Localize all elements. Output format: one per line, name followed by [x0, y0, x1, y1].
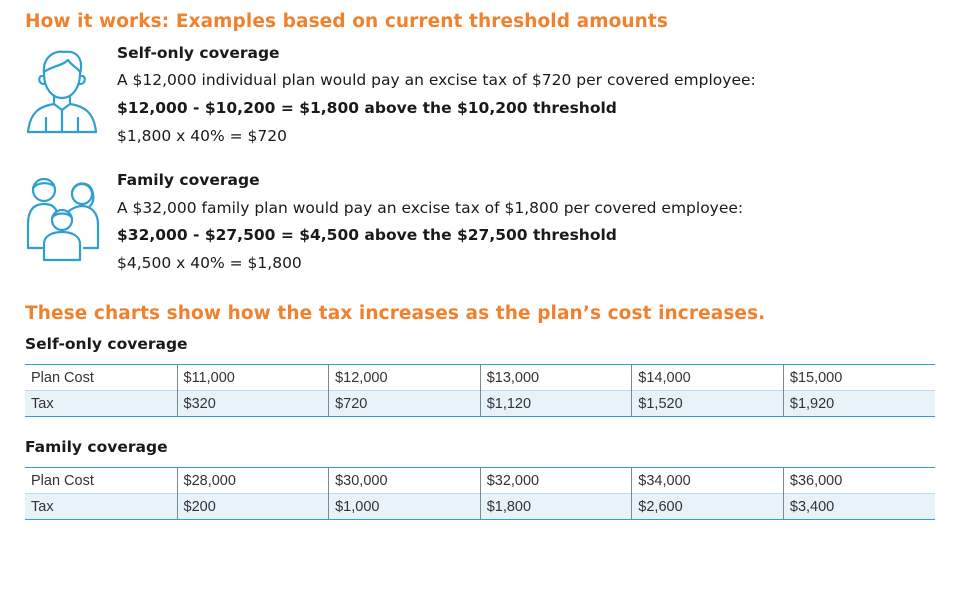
table-cell: $200	[177, 494, 329, 520]
family-tax-result: $4,500 x 40% = $1,800	[117, 254, 302, 272]
family-tax-table	[25, 467, 935, 520]
self-only-title: Self-only coverage	[117, 44, 280, 62]
self-only-description: A $12,000 individual plan would pay an excise tax of $720 per covered employee:	[117, 71, 756, 89]
table-cell: $14,000	[632, 365, 784, 391]
table-cell: $12,000	[329, 365, 481, 391]
table-cell: $1,000	[329, 494, 481, 520]
self-only-tax-result: $1,800 x 40% = $720	[117, 127, 288, 145]
table-cell: $720	[329, 391, 481, 417]
family-table-label: Family coverage	[25, 438, 168, 456]
table-cell: $1,520	[632, 391, 784, 417]
person-icon	[22, 44, 102, 134]
charts-heading: These charts show how the tax increases as the plan’s cost increases.	[25, 303, 766, 324]
table-cell: $1,800	[480, 494, 632, 520]
table-row	[25, 391, 935, 417]
table-row	[25, 468, 935, 494]
table-cell: $32,000	[480, 468, 632, 494]
table-cell: $13,000	[480, 365, 632, 391]
table-cell: Tax	[25, 494, 177, 520]
table-cell: $3,400	[783, 494, 935, 520]
table-cell: Plan Cost	[25, 365, 177, 391]
table-cell: $15,000	[783, 365, 935, 391]
table-cell: Tax	[25, 391, 177, 417]
table-row	[25, 494, 935, 520]
page-heading: How it works: Examples based on current threshold amounts	[25, 11, 668, 32]
table-cell: $2,600	[632, 494, 784, 520]
table-cell: $11,000	[177, 365, 329, 391]
family-description: A $32,000 family plan would pay an excise tax of $1,800 per covered employee:	[117, 199, 744, 217]
table-cell: $320	[177, 391, 329, 417]
table-cell: $34,000	[632, 468, 784, 494]
table-cell: $36,000	[783, 468, 935, 494]
family-calculation: $32,000 - $27,500 = $4,500 above the $27,500 threshold	[117, 226, 617, 244]
table-cell: $30,000	[329, 468, 481, 494]
self-only-table-label: Self-only coverage	[25, 335, 188, 353]
self-only-calculation: $12,000 - $10,200 = $1,800 above the $10,200 threshold	[117, 99, 617, 117]
family-title: Family coverage	[117, 171, 260, 189]
table-cell: $1,120	[480, 391, 632, 417]
self-only-tax-table	[25, 364, 935, 417]
table-cell: $1,920	[783, 391, 935, 417]
table-cell: Plan Cost	[25, 468, 177, 494]
family-icon	[22, 172, 102, 262]
table-cell: $28,000	[177, 468, 329, 494]
table-row	[25, 365, 935, 391]
